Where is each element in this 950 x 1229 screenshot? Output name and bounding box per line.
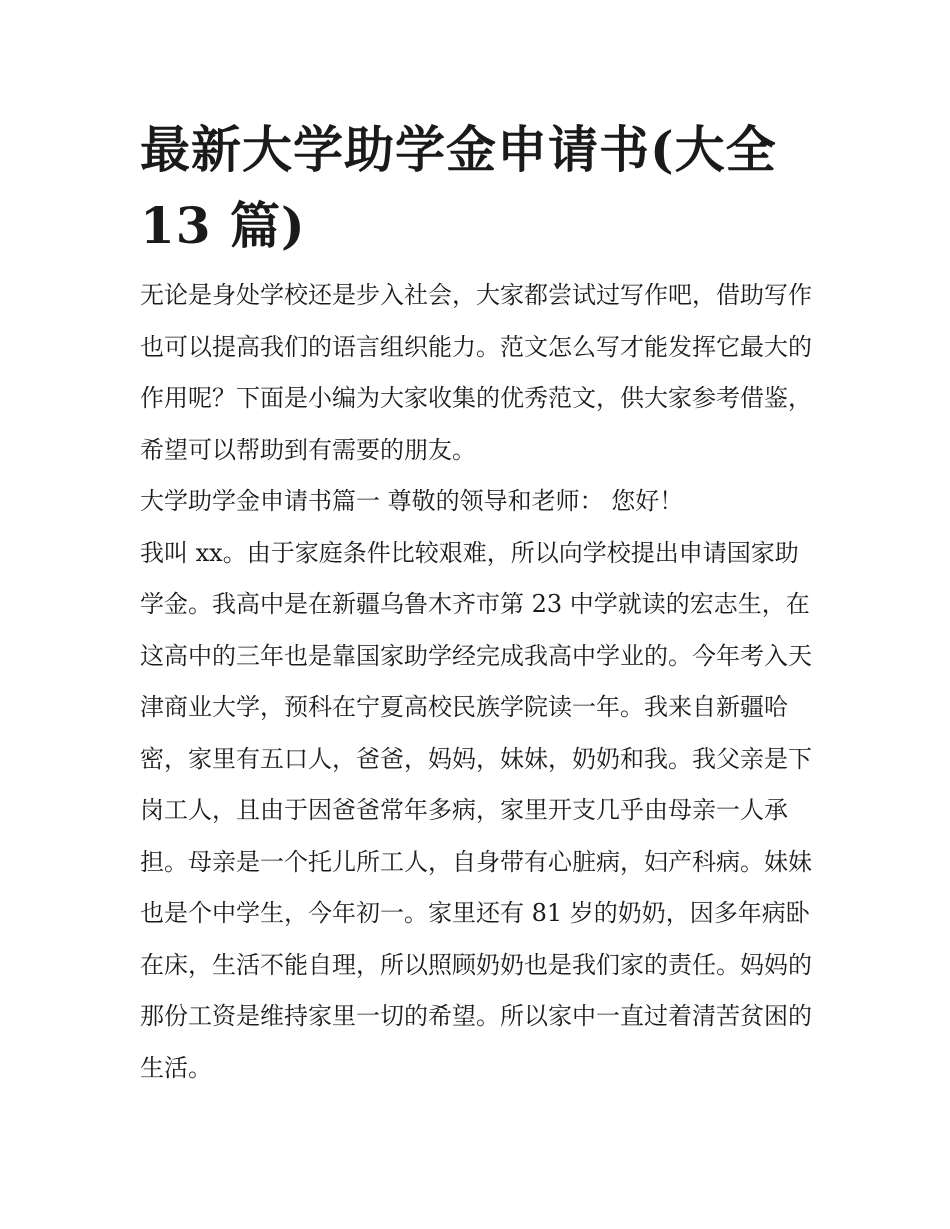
document-title: 最新大学助学金申请书(大全 13 篇) xyxy=(140,120,777,255)
intro-paragraph: 无论是身处学校还是步入社会，大家都尝试过写作吧，借助写作也可以提高我们的语言组织能力。范文怎么写才能发挥它最大的作用呢？下面是小编为大家收集的优秀范文，供大家参考借鉴，希望可以帮助到有需要的朋友。 xyxy=(140,281,812,464)
document-body xyxy=(140,270,820,1094)
document-content xyxy=(140,112,820,1094)
salutation-paragraph: 大学助学金申请书篇一 尊敬的领导和老师： 您好！ xyxy=(140,487,684,515)
body-paragraph: 我叫 xx。由于家庭条件比较艰难，所以向学校提出申请国家助学金。我高中是在新疆乌鲁木齐市第 23 中学就读的宏志生，在这高中的三年也是靠国家助学经完成我高中学业的。今年考入天津商业大学，预科在宁夏高校民族学院读一年。我来自新疆哈密，家里有五口人，爸爸，妈妈，妹妹，奶奶和我。我父亲是下岗工人，且由于因爸爸常年多病，家里开支几乎由母亲一人承担。母亲是一个托儿所工人，自身带有心脏病，妇产科病。妹妹也是个中学生，今年初一。家里还有 81 岁的奶奶，因多年病卧在床，生活不能自理，所以照顾奶奶也是我们家的责任。妈妈的那份工资是维持家里一切的希望。所以家中一直过着清苦贫困的生活。 xyxy=(140,538,812,1082)
